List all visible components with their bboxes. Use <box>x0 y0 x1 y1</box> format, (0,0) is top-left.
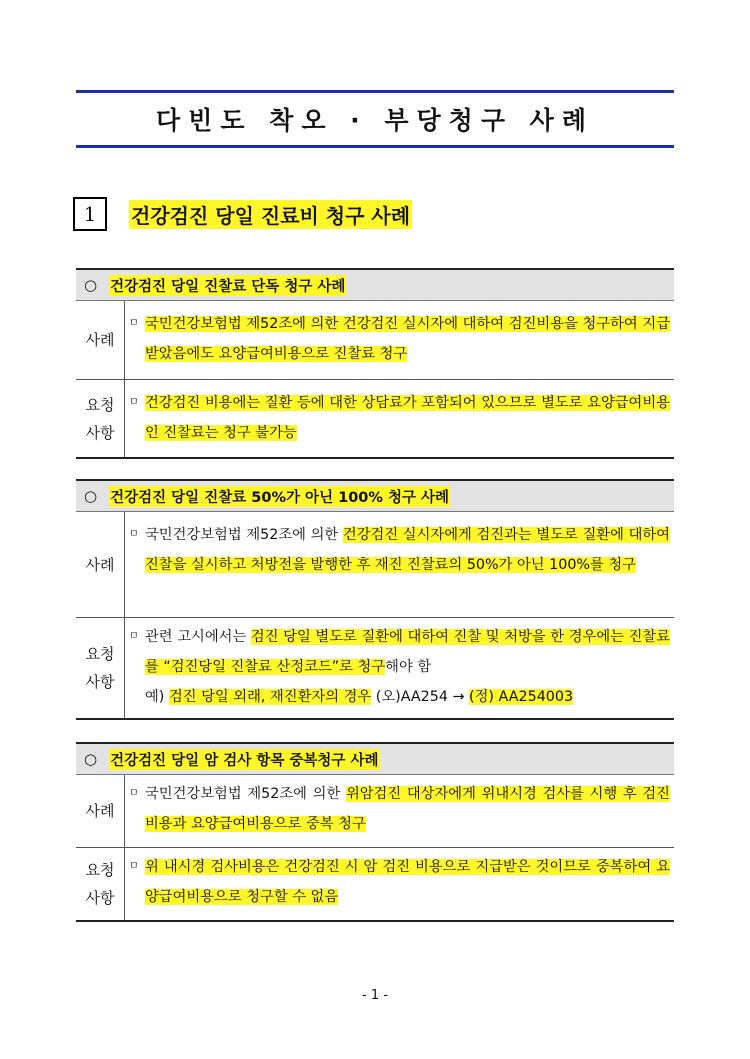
bullet-icon: ㅁ <box>129 397 139 408</box>
bullet-icon: ㅁ <box>129 861 139 872</box>
section-header <box>73 197 412 231</box>
plain-text: 예) <box>145 689 169 705</box>
plain-text: 국민건강보험법 제52조에 의한 <box>145 786 346 802</box>
case-text <box>145 779 670 847</box>
bullet-icon: ㅁ <box>129 631 139 642</box>
case-table-2 <box>76 479 674 720</box>
case-row <box>76 301 674 380</box>
case-heading <box>76 742 674 775</box>
section-title: 건강검진 당일 진료비 청구 사례 <box>129 200 412 229</box>
request-text <box>145 852 670 920</box>
request-row <box>76 618 674 720</box>
case-heading <box>76 479 674 512</box>
case-heading-text: 건강검진 당일 진찰료 50%가 아닌 100% 청구 사례 <box>109 486 450 507</box>
case-text <box>145 520 670 617</box>
highlighted-text: 건강검진 실시자에게 검진과는 별도로 질환에 대하여 진찰을 실시하고 처방전을 발행한 후 재진 진찰료의 50%가 아닌 100%를 청구 <box>145 527 670 573</box>
circle-icon: ○ <box>84 276 98 294</box>
case-heading-text: 건강검진 당일 진찰료 단독 청구 사례 <box>109 275 346 296</box>
highlighted-text: 국민건강보험법 제52조에 의한 건강검진 실시자에 대하여 검진비용을 청구하여 지급받았음에도 요양급여비용으로 진찰료 청구 <box>145 316 670 362</box>
request-text <box>145 622 670 718</box>
section-number: 1 <box>73 197 107 231</box>
circle-icon: ○ <box>84 487 98 505</box>
request-label: 요청 사항 <box>76 380 125 457</box>
case-table-3 <box>76 742 674 922</box>
bullet-icon: ㅁ <box>129 788 139 799</box>
case-text <box>145 309 670 379</box>
request-text <box>145 388 670 457</box>
bullet-icon: ㅁ <box>129 318 139 329</box>
highlighted-text: 검진 당일 별도로 질환에 대하여 진찰 및 처방을 한 경우에는 진찰료를 “검진당일 진찰료 산정코드”로 청구 <box>145 629 670 675</box>
plain-text: 관련 고시에서는 <box>145 629 251 645</box>
circle-icon: ○ <box>84 750 98 768</box>
case-label: 사례 <box>76 775 125 847</box>
page-number: - 1 - <box>362 988 388 1003</box>
plain-text: 국민건강보험법 제52조에 의한 <box>145 527 343 543</box>
highlighted-text: 검진 당일 외래, 재진환자의 경우 <box>168 689 372 705</box>
request-row <box>76 848 674 922</box>
case-row <box>76 775 674 848</box>
page-title: 다빈도 착오 · 부당청구 사례 <box>156 106 594 135</box>
request-row <box>76 380 674 459</box>
case-row <box>76 512 674 618</box>
highlighted-text: (정) AA254003 <box>469 689 574 705</box>
plain-text: (오)AA254 → <box>371 689 470 705</box>
case-heading <box>76 268 674 301</box>
highlighted-text: 위암검진 대상자에게 위내시경 검사를 시행 후 검진비용과 요양급여비용으로 중복 청구 <box>145 786 670 832</box>
case-heading-text: 건강검진 당일 암 검사 항목 중복청구 사례 <box>109 749 379 770</box>
highlighted-text: 건강검진 비용에는 질환 등에 대한 상담료가 포함되어 있으므로 별도로 요양급여비용인 진찰료는 청구 불가능 <box>145 395 670 441</box>
request-label: 요청 사항 <box>76 618 125 718</box>
highlighted-text: 위 내시경 검사비용은 건강검진 시 암 검진 비용으로 지급받은 것이므로 중복하여 요양급여비용으로 청구할 수 없음 <box>145 859 670 905</box>
case-label: 사례 <box>76 512 125 617</box>
case-label: 사례 <box>76 301 125 379</box>
plain-text: 해야 함 <box>385 659 432 675</box>
bullet-icon: ㅁ <box>129 529 139 540</box>
title-bar <box>76 90 674 148</box>
case-table-1 <box>76 268 674 459</box>
request-label: 요청 사항 <box>76 848 125 920</box>
